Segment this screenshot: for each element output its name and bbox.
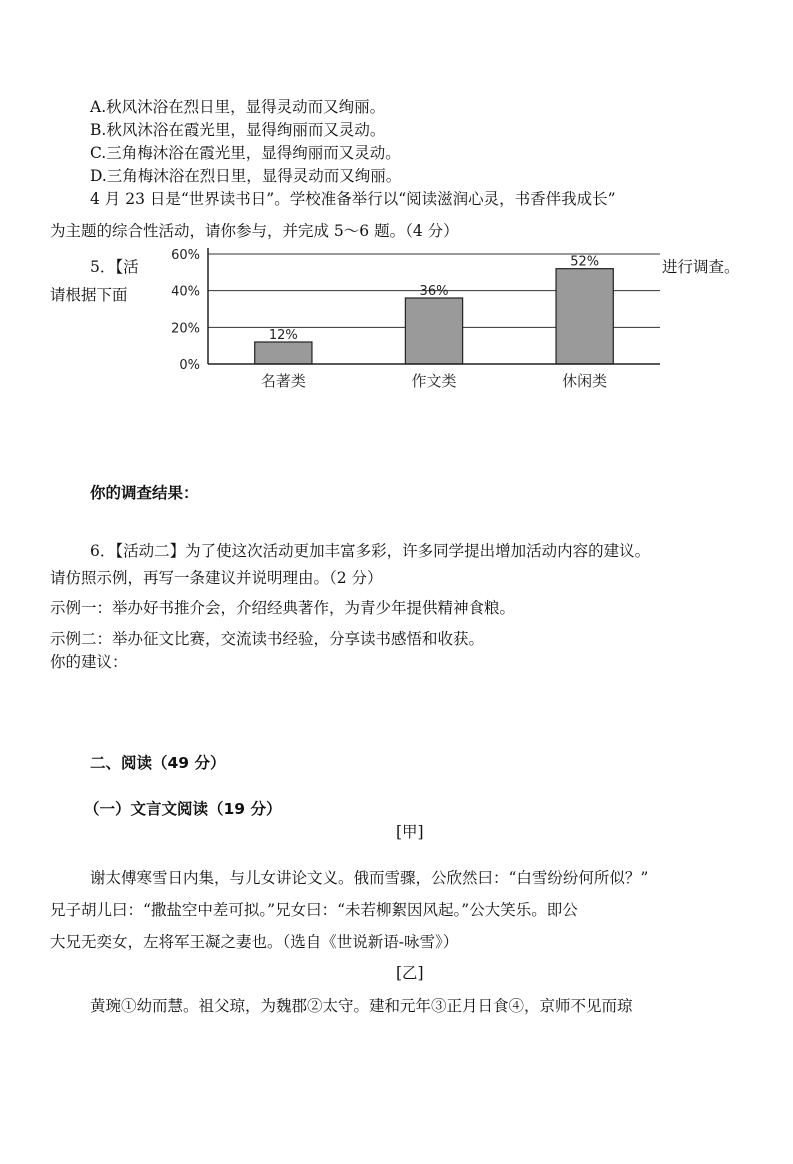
passage-jia-line-1: 谢太傅寒雪日内集，与儿女讲论文义。俄而雪骤，公欣然曰：“白雪纷纷何所似？”: [90, 869, 649, 887]
chart-y-tick-label: 20%: [171, 321, 200, 337]
chart-y-tick-label: 0%: [179, 358, 200, 373]
intro-line-1: 4 月 23 日是“世界读书日”。学校准备举行以“阅读滋润心灵，书香伴我成长”: [90, 190, 616, 208]
chart-x-ticks: [261, 372, 607, 390]
chart-x-tick-label: 休闲类: [562, 372, 608, 390]
chart-x-tick-label: 名著类: [260, 372, 306, 390]
chart-bar: [255, 342, 312, 364]
section-2-title: 二、阅读（49 分）: [90, 754, 226, 772]
option-a: A.秋风沐浴在烈日里，显得灵动而又绚丽。: [90, 98, 386, 116]
q5-line-1-start: 5．【活: [90, 258, 139, 276]
chart-data-label: 36%: [419, 284, 449, 299]
option-d: D.三角梅沐浴在烈日里，显得灵动而又绚丽。: [90, 167, 402, 185]
chart-bar: [556, 269, 613, 364]
passage-yi-line-1: 黄琬①幼而慧。祖父琼，为魏郡②太守。建和元年③正月日食④，京师不见而琼: [90, 997, 633, 1015]
survey-result-label: 你的调查结果：: [90, 484, 199, 502]
chart-data-label: 12%: [268, 328, 298, 343]
option-c: C.三角梅沐浴在霞光里，显得绚丽而又灵动。: [90, 144, 401, 162]
q5-line-1-end: 进行调查。: [662, 258, 740, 276]
passage-jia-heading: [甲]: [396, 823, 424, 841]
q6-example-2: 示例二：举办征文比赛，交流读书经验，分享读书感悟和收获。: [50, 630, 485, 648]
passage-yi-heading: [乙]: [396, 964, 424, 982]
passage-jia-line-3: 大兄无奕女，左将军王凝之妻也。（选自《世说新语-咏雪》）: [50, 933, 459, 951]
option-b: B.秋风沐浴在霞光里，显得绚丽而又灵动。: [90, 121, 386, 139]
chart-y-tick-label: 60%: [171, 248, 200, 263]
passage-jia-line-2: 兄子胡儿曰：“撒盐空中差可拟。”兄女曰：“未若柳絮因风起。”公大笑乐。即公: [50, 901, 578, 919]
q6-your-suggestion: 你的建议：: [50, 653, 128, 671]
chart-bar: [405, 298, 462, 364]
chart-y-tick-label: 40%: [171, 284, 200, 300]
q6-line-1: 6．【活动二】为了使这次活动更加丰富多彩，许多同学提出增加活动内容的建议。: [90, 542, 651, 560]
chart-x-tick-label: 作文类: [411, 372, 457, 390]
chart-y-ticks: [171, 248, 200, 373]
q6-line-2: 请仿照示例，再写一条建议并说明理由。（2 分）: [50, 569, 383, 587]
intro-line-2: 为主题的综合性活动，请你参与，并完成 5～6 题。（4 分）: [50, 222, 459, 240]
section-2-subtitle: （一）文言文阅读（19 分）: [84, 800, 282, 818]
q5-line-2-start: 请根据下面: [50, 286, 128, 304]
chart-data-label: 52%: [570, 254, 600, 270]
q6-example-1: 示例一：举办好书推介会，介绍经典著作，为青少年提供精神食粮。: [50, 599, 516, 617]
reading-survey-bar-chart: [150, 240, 670, 400]
